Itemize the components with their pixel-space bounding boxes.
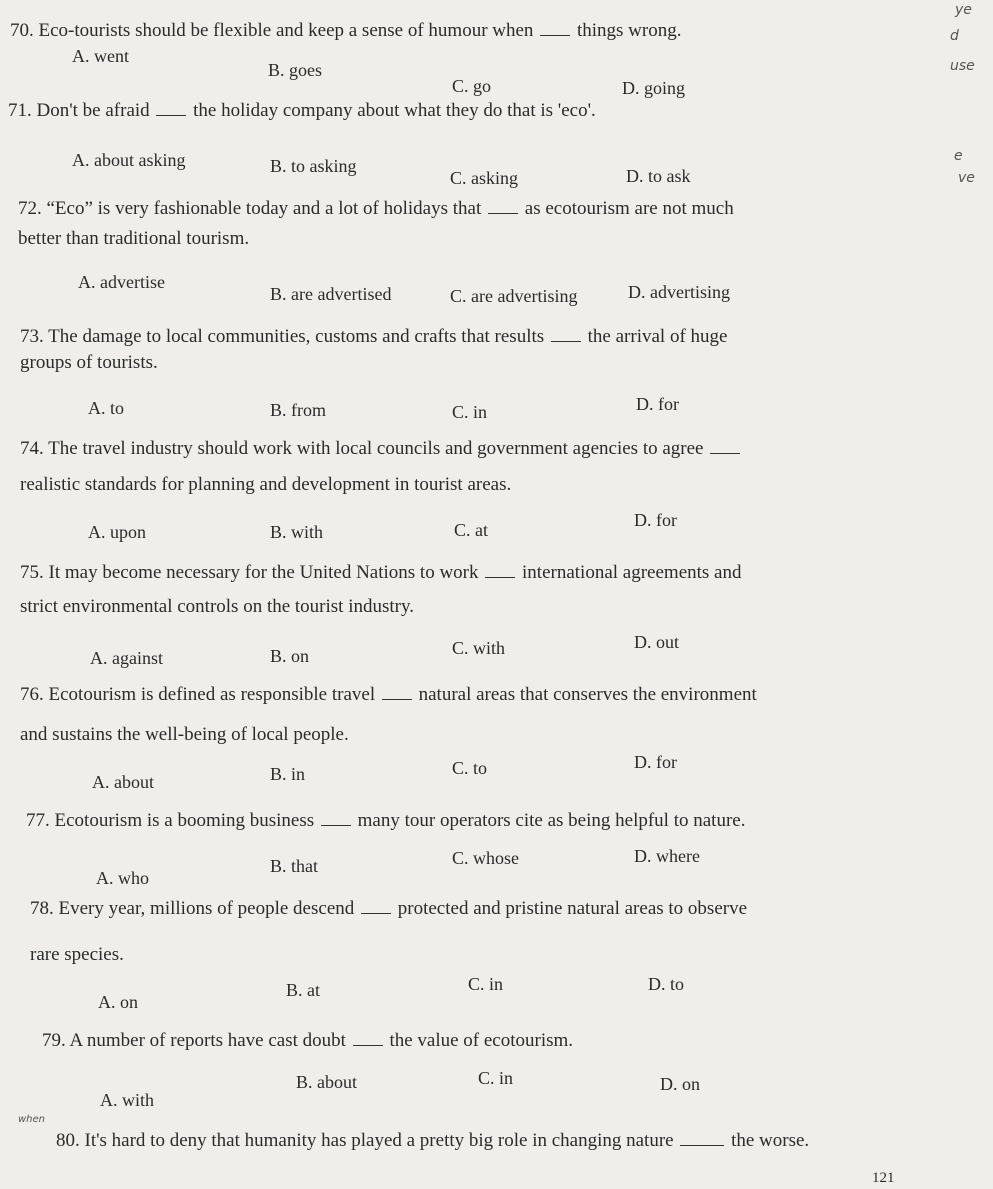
option: C. to [452,758,488,778]
question-76: 76. Ecotourism is defined as responsible travel natural areas that conserves the environment [20,684,757,705]
option: B. from [270,400,326,420]
option: C. whose [452,848,519,868]
option: C. with [452,638,506,658]
option: B. are advertised [270,284,392,304]
option: C. asking [450,168,519,188]
option: A. against [90,648,163,668]
option: C. go [452,76,492,96]
option: D. for [636,394,679,414]
option: B. goes [268,60,322,80]
question-75: 75. It may become necessary for the United Nations to work international agreements and [20,562,742,583]
option: B. with [270,522,324,542]
option: A. on [98,992,138,1012]
option: D. for [634,752,677,772]
option: B. about [296,1072,357,1092]
margin-note: ye [955,2,972,18]
question-78-cont: rare species. [30,944,124,965]
question-72-cont: better than traditional tourism. [18,228,250,249]
question-75-cont: strict environmental controls on the tourist industry. [20,596,415,617]
option: A. about asking [72,150,186,170]
option: B. in [270,764,306,784]
option: A. went [72,46,129,66]
question-74-cont: realistic standards for planning and development in tourist areas. [20,474,512,495]
option: A. about [92,772,154,792]
option: C. in [468,974,504,994]
option: D. for [634,510,677,530]
option: A. to [88,398,124,418]
margin-note: ve [958,170,975,186]
question-70: 70. Eco-tourists should be flexible and keep a sense of humour when things wrong. [10,20,682,41]
option: D. to ask [626,166,691,186]
option: D. to [648,974,684,994]
option: C. are advertising [450,286,578,306]
question-76-cont: and sustains the well-being of local people. [20,724,349,745]
option: B. that [270,856,318,876]
question-73-cont: groups of tourists. [20,352,158,373]
option: A. upon [88,522,146,542]
question-80: 80. It's hard to deny that humanity has played a pretty big role in changing nature the worse. [56,1130,810,1151]
option: C. in [452,402,488,422]
question-77: 77. Ecotourism is a booming business many tour operators cite as being helpful to nature. [26,810,746,831]
margin-note: use [950,58,975,74]
option: B. on [270,646,310,666]
option: A. with [100,1090,154,1110]
question-79: 79. A number of reports have cast doubt the value of ecotourism. [42,1030,574,1051]
option: B. to asking [270,156,357,176]
question-71: 71. Don't be afraid the holiday company about what they do that is 'eco'. [8,100,596,121]
option: D. going [622,78,685,98]
question-73: 73. The damage to local communities, customs and crafts that results the arrival of huge [20,326,728,347]
question-72: 72. “Eco” is very fashionable today and a lot of holidays that as ecotourism are not much [18,198,734,219]
option: D. out [634,632,679,652]
option: C. in [478,1068,514,1088]
question-78: 78. Every year, millions of people descend protected and pristine natural areas to observe [30,898,748,919]
option: B. at [286,980,320,1000]
margin-note: e [954,148,963,164]
margin-note: when [18,1114,46,1125]
page-number: 121 [872,1170,895,1186]
option: C. at [454,520,488,540]
option: A. who [96,868,149,888]
option: D. where [634,846,700,866]
option: D. advertising [628,282,730,302]
margin-note: d [950,28,959,44]
question-74: 74. The travel industry should work with local councils and government agencies to agree [20,438,742,460]
option: A. advertise [78,272,165,292]
option: D. on [660,1074,700,1094]
